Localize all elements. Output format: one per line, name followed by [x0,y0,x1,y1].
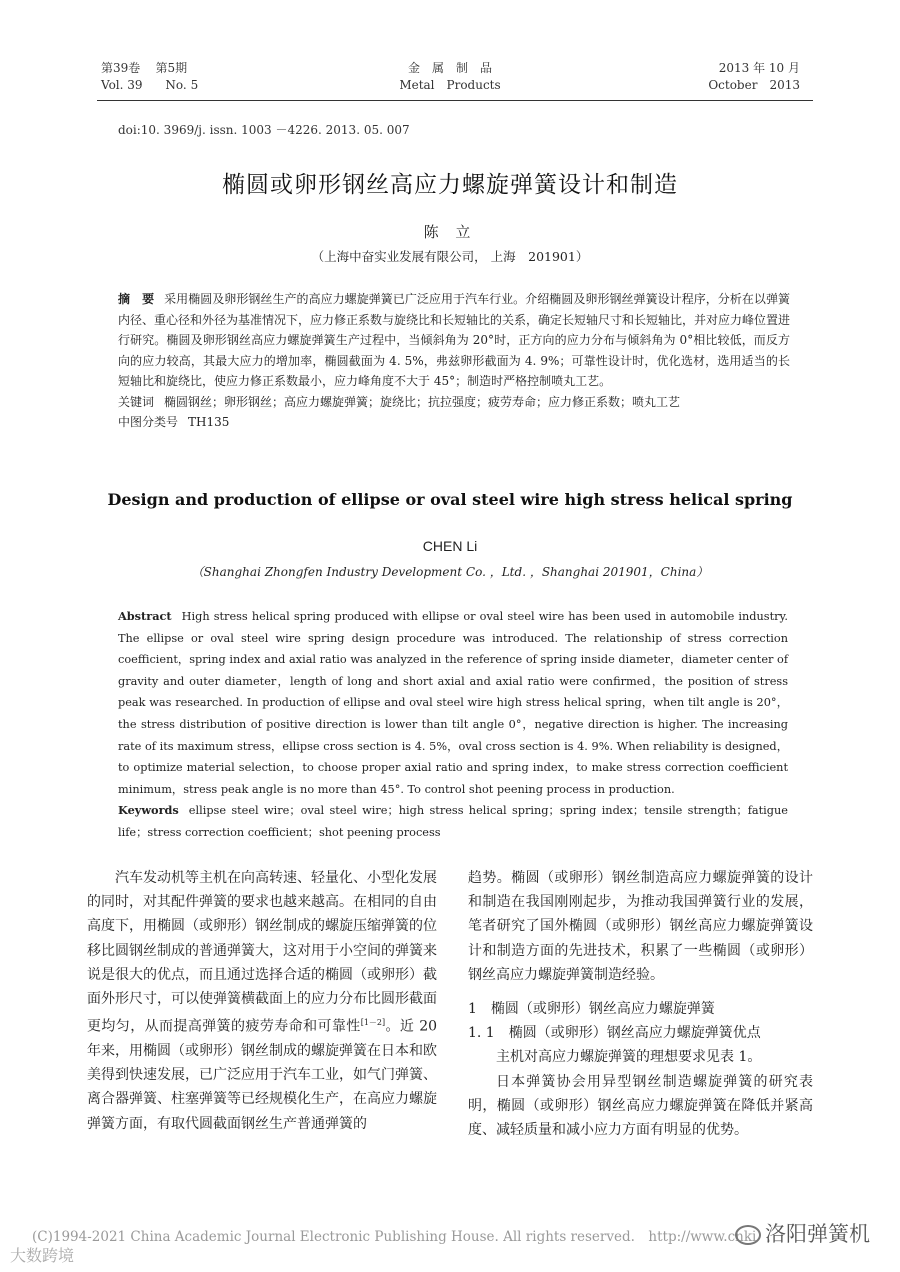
intro-paragraph-end: 趋势。椭圆（或卵形）钢丝制造高应力螺旋弹簧的设计和制造在我国刚刚起步，为推动我国弹簧行业的发展，笔者研究了国外椭圆（或卵形）钢丝高应力螺旋弹簧设计和制造方面的先进技术，积累了一些椭圆（或卵形）钢丝高应力螺旋弹簧制造经验。 [468,870,813,983]
citation-ref[interactable]: [1－2] [360,1018,386,1028]
journal-name-en: Metal Products [399,78,501,92]
doi[interactable]: doi:10. 3969/j. issn. 1003 －4226. 2013. 05. 007 [118,123,410,137]
abstract-en-label: Abstract [118,609,172,623]
intro-paragraph-cont: 。近 20 年来，用椭圆（或卵形）钢丝制成的螺旋弹簧在日本和欧美得到快速发展，已广泛应用于汽车工业，如气门弹簧、离合器弹簧、柱塞弹簧等已经规模化生产，在高应力螺旋弹簧方面，有取代圆截面钢丝生产普通弹簧的 [87,1018,438,1132]
date-cn: 2013 年 10 月 [718,61,800,75]
abstract-cn-label: 摘 要 [118,292,155,306]
volume-issue-en: Vol. 39 No. 5 [101,78,199,92]
abstract-en [118,606,788,844]
abstract-en-text: High stress helical spring produced with ellipse or oval steel wire has been used in automobile industry. The ellipse or oval steel wire spring design procedure was introduced. The relationship of stress correction coefficient，spring index and axial ratio was analyzed in the reference of spring inside diameter，diameter center of gravity and outer diameter，length of long and short axial and axial ratio were confirmed，the position of stress peak was researched. In production of ellipse and oval steel wire high stress helical spring，when tilt angle is 20°，the stress distribution of positive direction is lower than tilt angle 0°，negative direction is higher. The increasing rate of its maximum stress，ellipse cross section is 4. 5%，oval cross section is 4. 9%. When reliability is designed，to optimize material selection，to choose proper axial ratio and spring index，to make stress correction coefficient minimum，stress peak angle is no more than 45°. To control shot peening process in production. [118,610,788,796]
journal-name-cn: 金 属 制 品 [407,61,492,75]
keywords-cn: 椭圆钢丝；卵形钢丝；高应力螺旋弹簧；旋绕比；抗拉强度；疲劳寿命；应力修正系数；喷丸工艺 [164,394,681,409]
affiliation-en: （Shanghai Zhongfen Industry Development Co. ，Ltd. ，Shanghai 201901，China） [191,565,709,579]
abstract-cn-text: 采用椭圆及卵形钢丝生产的高应力螺旋弹簧已广泛应用于汽车行业。介绍椭圆及卵形钢丝弹簧设计程序，分析在以弹簧内径、重心径和外径为基准情况下，应力修正系数与旋绕比和长短轴比的关系，确定长短轴尺寸和长短轴比，并对应力峰位置进行研究。椭圆及卵形钢丝高应力螺旋弹簧生产过程中，当倾斜角为 20°时，正方向的应力分布与倾斜角为 0°相比较低，而反方向的应力较高，其最大应力的增加率，椭圆截面为 4. 5%，弗兹卵形截面为 4. 9%；可靠性设计时，优化选材，选用适当的长短轴比和旋绕比，使应力修正系数最小，应力峰角度不大于 45°；制造时严格控制喷丸工艺。 [118,292,791,388]
keywords-en: ellipse steel wire；oval steel wire；high stress helical spring；spring index；tensile strength；fatigue life；stress correction coefficient；shot peening process [118,804,788,839]
intro-paragraph: 汽车发动机等主机在向高转速、轻量化、小型化发展的同时，对其配件弹簧的要求也越来越高。在相同的自由高度下，用椭圆（或卵形）钢丝制成的螺旋压缩弹簧的位移比圆钢丝制成的普通弹簧大，这对用于小空间的弹簧来说是很大的优点，而且通过选择合适的椭圆（或卵形）截面外形尺寸，可以使弹簧横截面上的应力分布比圆形截面更均匀，从而提高弹簧的疲劳寿命和可靠性 [87,870,437,1035]
date-en: October 2013 [708,78,800,92]
abstract-cn [118,289,790,433]
body-paragraph: 主机对高应力螺旋弹簧的理想要求见表 1。 [496,1049,762,1066]
body-column-left [87,866,437,1136]
wechat-icon [735,1225,761,1245]
keywords-cn-label: 关键词 [118,394,155,409]
author-en: CHEN Li [422,538,478,554]
volume-issue-cn: 第39卷 第5期 [101,61,188,75]
title-cn: 椭圆或卵形钢丝高应力螺旋弹簧设计和制造 [222,172,678,198]
affiliation-cn: （上海中奋实业发展有限公司， 上海 201901） [311,249,589,264]
class-label: 中图分类号 [118,415,179,429]
title-en: Design and production of ellipse or oval steel wire high stress helical spring [107,490,793,509]
section-heading-1-1: 1. 1 椭圆（或卵形）钢丝高应力螺旋弹簧优点 [468,1025,761,1042]
copyright-footer: (C)1994-2021 China Academic Journal Electronic Publishing House. All rights reserved. http://www.cnki [32,1229,757,1245]
body-column-right [468,866,813,1142]
author-cn: 陈 立 [423,223,477,241]
keywords-en-label: Keywords [118,803,179,818]
header-rule [97,100,813,101]
watermark: 洛阳弹簧机 [735,1218,870,1248]
section-heading-1: 1 椭圆（或卵形）钢丝高应力螺旋弹簧 [468,1001,715,1018]
body-paragraph: 日本弹簧协会用异型钢丝制造螺旋弹簧的研究表明，椭圆（或卵形）钢丝高应力螺旋弹簧在降低并紧高度、减轻质量和减小应力方面有明显的优势。 [468,1073,813,1139]
watermark-secondary: 大数跨境 [10,1246,75,1265]
class-code: TH135 [188,415,230,429]
